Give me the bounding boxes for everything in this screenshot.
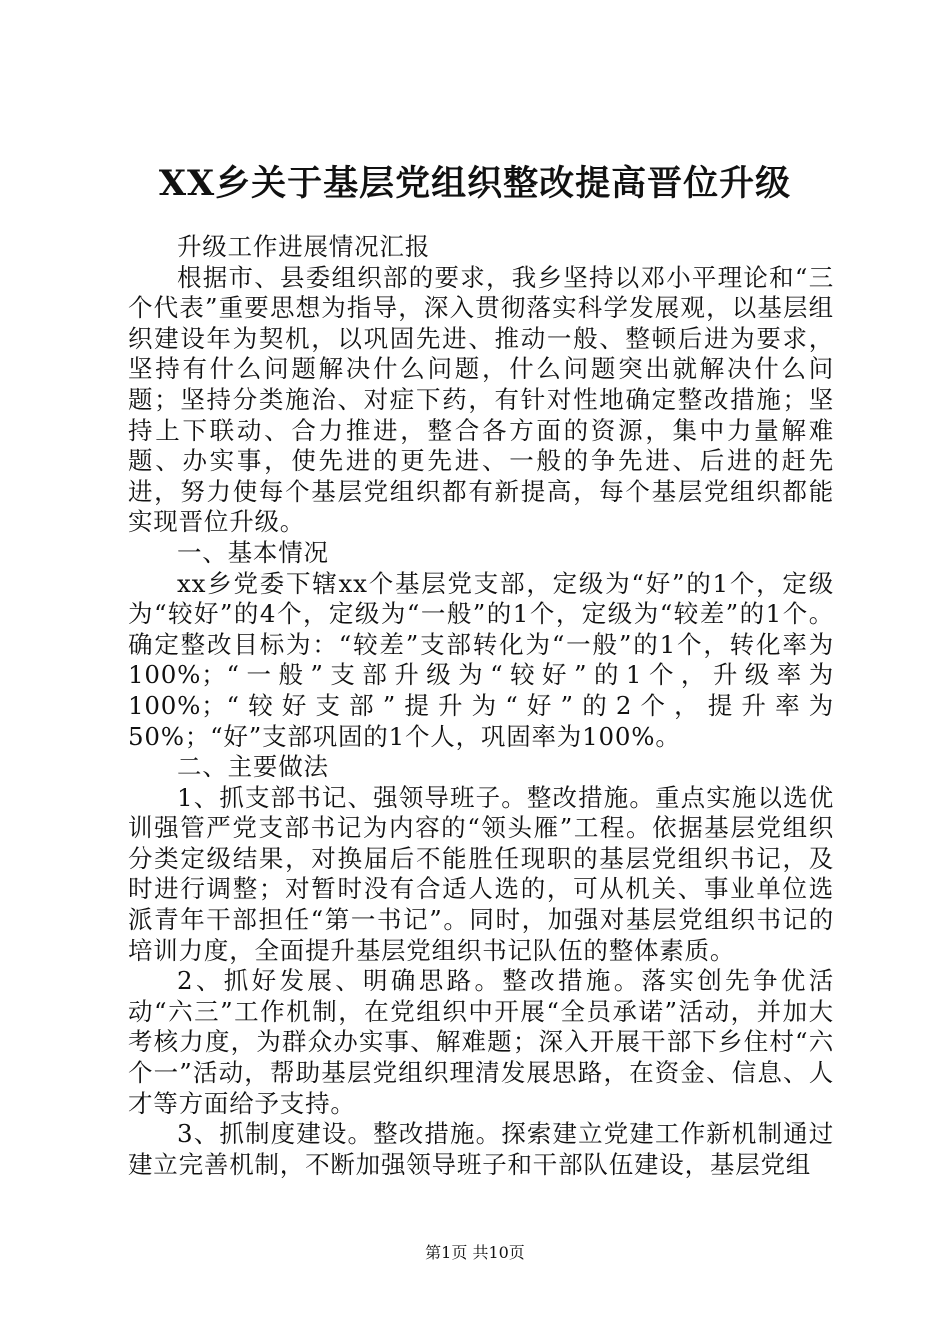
- paragraph-practice-3: 3、抓制度建设。整改措施。探索建立党建工作新机制通过建立完善机制，不断加强领导班子和干部队伍建设，基层党组: [128, 1119, 834, 1179]
- paragraph-practice-1: 1、抓支部书记、强领导班子。整改措施。重点实施以选优训强管严党支部书记为内容的“领头雁”工程。依据基层党组织分类定级结果，对换届后不能胜任现职的基层党组织书记，及时进行调整；对暂时没有合适人选的，可从机关、事业单位选派青年干部担任“第一书记”。同时，加强对基层党组织书记的培训力度，全面提升基层党组织书记队伍的整体素质。: [128, 782, 834, 965]
- document-body: [128, 232, 834, 1180]
- paragraph-basic-situation: xx乡党委下辖xx个基层党支部，定级为“好”的1个，定级为“较好”的4个，定级为“一般”的1个，定级为“较差”的1个。确定整改目标为：“较差”支部转化为“一般”的1个，转化率为100%；“一般”支部升级为“较好”的1个，升级率为100%；“较好支部”提升为“好”的2个，提升率为50%；“好”支部巩固的1个人，巩固率为100%。: [128, 568, 834, 751]
- paragraph-practice-2: 2、抓好发展、明确思路。整改措施。落实创先争优活动“六三”工作机制，在党组织中开展“全员承诺”活动，并加大考核力度，为群众办实事、解难题；深入开展干部下乡住村“六个一”活动，帮助基层党组织理清发展思路，在资金、信息、人才等方面给予支持。: [128, 966, 834, 1118]
- document-subtitle: 升级工作进展情况汇报: [177, 232, 430, 261]
- section-heading-main-practices: 二、主要做法: [177, 752, 329, 782]
- page-number-footer: 第1页 共10页: [425, 1243, 525, 1262]
- document-title: XX乡关于基层党组织整改提高晋位升级: [158, 163, 792, 204]
- paragraph-intro: 根据市、县委组织部的要求，我乡坚持以邓小平理论和“三个代表”重要思想为指导，深入贯彻落实科学发展观，以基层组织建设年为契机，以巩固先进、推动一般、整顿后进为要求，坚持有什么问题解决什么问题，什么问题突出就解决什么问题；坚持分类施治、对症下药，有针对性地确定整改措施；坚持上下联动、合力推进，整合各方面的资源，集中力量解难题、办实事，使先进的更先进、一般的争先进、后进的赶先进，努力使每个基层党组织都有新提高，每个基层党组织都能实现晋位升级。: [128, 262, 834, 537]
- section-heading-basic-situation: 一、基本情况: [177, 537, 329, 567]
